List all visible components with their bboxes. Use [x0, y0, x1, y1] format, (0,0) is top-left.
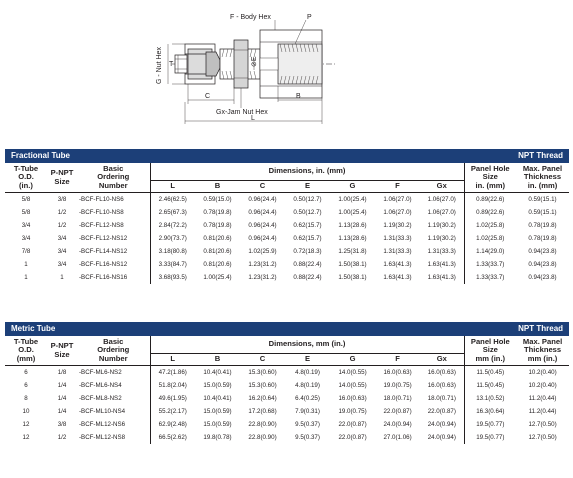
cell-panel-hole: 16.3(0.64) [464, 405, 516, 418]
table-row [5, 418, 569, 431]
cell-tube-od: 6 [24, 368, 28, 376]
metric-title: Metric Tube [5, 322, 285, 336]
cell-ordering-number: -BCF-ML10-NS4 [79, 407, 126, 415]
cell-e: 9.5(0.37) [295, 420, 320, 428]
label-c: C [205, 93, 211, 100]
cell-e: 4.8(0.19) [295, 368, 320, 376]
cell-l: 51.8(2.04) [150, 379, 195, 392]
header-g: G [330, 181, 375, 193]
cell-panel-thickness: 0.94(23.8) [528, 273, 557, 281]
cell-panel-hole: 11.5(0.45) [464, 379, 516, 392]
cell-gx: 1.31(33.3) [427, 247, 456, 255]
cell-gx: 16.0(0.63) [427, 368, 456, 376]
metric-table [5, 322, 569, 444]
cell-ordering-number: -BCF-ML12-NS8 [79, 433, 126, 441]
header-tube-od: T-Tube O.D. (mm) [5, 336, 47, 366]
cell-gx: 24.0(0.94) [427, 420, 456, 428]
header-c: C [240, 354, 285, 366]
header-b: B [195, 181, 240, 193]
cell-c: 22.8(0.90) [248, 420, 277, 428]
cell-panel-hole: 0.89(22.6) [464, 193, 516, 207]
header-panel-thickness: Max. Panel Thickness in. (mm) [516, 163, 569, 193]
fractional-thread: NPT Thread [285, 149, 569, 163]
cell-panel-hole: 0.89(22.6) [464, 206, 516, 219]
fractional-rows [5, 193, 569, 285]
cell-e: 6.4(0.25) [295, 394, 320, 402]
cell-panel-thickness: 11.2(0.44) [528, 394, 557, 402]
cell-panel-thickness: 11.2(0.44) [528, 407, 557, 415]
label-b: B [296, 93, 301, 100]
cell-panel-hole: 19.5(0.77) [464, 431, 516, 444]
cell-ordering-number: -BCF-FL14-NS12 [79, 247, 128, 255]
cell-gx: 16.0(0.63) [427, 381, 456, 389]
cell-ordering-number: -BCF-FL12-NS8 [79, 221, 124, 229]
cell-panel-thickness: 0.59(15.1) [528, 195, 557, 203]
cell-e: 0.50(12.7) [293, 195, 322, 203]
cell-pnpt: 1/4 [57, 381, 67, 389]
cell-e: 0.88(22.4) [293, 273, 322, 281]
header-f: F [375, 181, 420, 193]
label-p: P [307, 14, 312, 21]
cell-b: 0.81(20.6) [203, 234, 232, 242]
table-row [5, 219, 569, 232]
cell-e: 0.88(22.4) [293, 260, 322, 268]
cell-ordering-number: -BCF-FL12-NS12 [79, 234, 128, 242]
header-c: C [240, 181, 285, 193]
cell-pnpt: 1/2 [57, 433, 67, 441]
header-panel-hole: Panel Hole Size mm (in.) [464, 336, 516, 366]
cell-panel-thickness: 0.59(15.1) [528, 208, 557, 216]
cell-panel-thickness: 12.7(0.50) [528, 420, 557, 428]
cell-tube-od: 7/8 [21, 247, 31, 255]
table-row [5, 379, 569, 392]
cell-l: 55.2(2.17) [150, 405, 195, 418]
cell-panel-hole: 1.02(25.8) [464, 232, 516, 245]
cell-l: 3.18(80.8) [150, 245, 195, 258]
cell-tube-od: 1 [24, 260, 28, 268]
cell-b: 10.4(0.41) [203, 368, 232, 376]
cell-tube-od: 10 [22, 407, 30, 415]
header-gx: Gx [420, 181, 464, 193]
cell-l: 62.9(2.48) [150, 418, 195, 431]
cell-ordering-number: -BCF-ML8-NS2 [79, 394, 122, 402]
cell-gx: 24.0(0.94) [427, 433, 456, 441]
cell-g: 1.13(28.6) [338, 221, 367, 229]
cell-b: 15.0(0.59) [203, 420, 232, 428]
header-gx: Gx [420, 354, 464, 366]
cell-panel-hole: 11.5(0.45) [464, 366, 516, 380]
cell-l: 2.84(72.2) [150, 219, 195, 232]
cell-b: 0.81(20.6) [203, 247, 232, 255]
label-l: L [251, 115, 255, 122]
cell-g: 14.0(0.55) [338, 381, 367, 389]
header-panel-hole: Panel Hole Size in. (mm) [464, 163, 516, 193]
cell-pnpt: 1/2 [57, 208, 67, 216]
cell-f: 19.0(0.75) [383, 381, 412, 389]
cell-c: 16.2(0.64) [248, 394, 277, 402]
table-row [5, 193, 569, 207]
cell-panel-thickness: 12.7(0.50) [528, 433, 557, 441]
cell-gx: 1.06(27.0) [427, 208, 456, 216]
header-panel-thickness: Max. Panel Thickness mm (in.) [516, 336, 569, 366]
cell-b: 15.0(0.59) [203, 407, 232, 415]
fractional-title: Fractional Tube [5, 149, 285, 163]
cell-f: 1.06(27.0) [383, 195, 412, 203]
cell-ordering-number: -BCF-FL10-NS6 [79, 195, 124, 203]
cell-c: 15.3(0.60) [248, 368, 277, 376]
cell-b: 1.00(25.4) [203, 273, 232, 281]
cell-panel-thickness: 0.94(23.8) [528, 260, 557, 268]
table-row [5, 245, 569, 258]
header-ordering: Basic Ordering Number [77, 336, 150, 366]
cell-tube-od: 3/4 [21, 234, 31, 242]
cell-g: 1.50(38.1) [338, 260, 367, 268]
cell-ordering-number: -BCF-FL10-NS8 [79, 208, 124, 216]
cell-l: 47.2(1.86) [150, 366, 195, 380]
cell-f: 24.0(0.94) [383, 420, 412, 428]
cell-f: 1.63(41.3) [383, 260, 412, 268]
cell-e: 4.8(0.19) [295, 381, 320, 389]
cell-c: 0.96(24.4) [248, 234, 277, 242]
header-pnpt: P-NPT Size [47, 163, 77, 193]
table-row [5, 366, 569, 380]
cell-c: 15.3(0.60) [248, 381, 277, 389]
header-tube-od: T-Tube O.D. (in.) [5, 163, 47, 193]
header-e: E [285, 181, 330, 193]
cell-panel-hole: 1.02(25.8) [464, 219, 516, 232]
cell-f: 1.31(33.3) [383, 234, 412, 242]
cell-pnpt: 3/4 [57, 234, 67, 242]
cell-gx: 18.0(0.71) [427, 394, 456, 402]
cell-l: 3.68(93.5) [150, 271, 195, 284]
metric-rows [5, 366, 569, 445]
label-e: ⊘E [251, 56, 258, 67]
cell-e: 0.62(15.7) [293, 234, 322, 242]
cell-pnpt: 3/8 [57, 195, 67, 203]
cell-e: 0.72(18.3) [293, 247, 322, 255]
cell-f: 16.0(0.63) [383, 368, 412, 376]
cell-l: 2.46(62.5) [150, 193, 195, 207]
cell-tube-od: 12 [22, 433, 30, 441]
cell-e: 7.9(0.31) [295, 407, 320, 415]
cell-panel-thickness: 0.78(19.8) [528, 234, 557, 242]
cell-panel-thickness: 0.94(23.8) [528, 247, 557, 255]
cell-tube-od: 5/8 [21, 195, 31, 203]
cell-l: 49.6(1.95) [150, 392, 195, 405]
cell-f: 1.19(30.2) [383, 221, 412, 229]
cell-panel-hole: 1.14(29.0) [464, 245, 516, 258]
cell-g: 22.0(0.87) [338, 420, 367, 428]
cell-b: 0.59(15.0) [203, 195, 232, 203]
cell-gx: 1.63(41.3) [427, 273, 456, 281]
label-nut-hex: G - Nut Hex [156, 47, 163, 84]
fitting-drawing [150, 2, 420, 124]
header-ordering: Basic Ordering Number [77, 163, 150, 193]
header-pnpt: P-NPT Size [47, 336, 77, 366]
cell-panel-hole: 13.1(0.52) [464, 392, 516, 405]
cell-panel-thickness: 0.78(19.8) [528, 221, 557, 229]
table-row [5, 271, 569, 284]
cell-f: 1.31(33.3) [383, 247, 412, 255]
cell-gx: 22.0(0.87) [427, 407, 456, 415]
cell-f: 27.0(1.06) [383, 433, 412, 441]
cell-gx: 1.19(30.2) [427, 234, 456, 242]
header-g: G [330, 354, 375, 366]
header-b: B [195, 354, 240, 366]
cell-ordering-number: -BCF-ML12-NS6 [79, 420, 126, 428]
metric-thread: NPT Thread [285, 322, 569, 336]
cell-panel-thickness: 10.2(0.40) [528, 368, 557, 376]
cell-g: 14.0(0.55) [338, 368, 367, 376]
cell-g: 1.25(31.8) [338, 247, 367, 255]
cell-c: 17.2(0.68) [248, 407, 277, 415]
cell-f: 18.0(0.71) [383, 394, 412, 402]
cell-ordering-number: -BCF-FL16-NS16 [79, 273, 128, 281]
table-row [5, 232, 569, 245]
header-dimensions: Dimensions, in. (mm) [150, 163, 464, 181]
cell-pnpt: 1/8 [57, 368, 67, 376]
cell-c: 0.96(24.4) [248, 208, 277, 216]
cell-gx: 1.19(30.2) [427, 221, 456, 229]
cell-pnpt: 3/4 [57, 260, 67, 268]
header-l: L [150, 354, 195, 366]
cell-f: 22.0(0.87) [383, 407, 412, 415]
header-dimensions: Dimensions, mm (in.) [150, 336, 464, 354]
cell-l: 2.65(67.3) [150, 206, 195, 219]
cell-ordering-number: -BCF-FL16-NS12 [79, 260, 128, 268]
cell-pnpt: 3/8 [57, 420, 67, 428]
header-f: F [375, 354, 420, 366]
cell-pnpt: 1/4 [57, 407, 67, 415]
cell-pnpt: 3/4 [57, 247, 67, 255]
label-jam-nut: Gx-Jam Nut Hex [216, 109, 268, 116]
cell-l: 2.90(73.7) [150, 232, 195, 245]
cell-panel-thickness: 10.2(0.40) [528, 381, 557, 389]
cell-tube-od: 3/4 [21, 221, 31, 229]
cell-c: 0.96(24.4) [248, 195, 277, 203]
cell-b: 0.78(19.8) [203, 208, 232, 216]
cell-c: 22.8(0.90) [248, 433, 277, 441]
cell-c: 1.23(31.2) [248, 260, 277, 268]
cell-b: 19.8(0.78) [203, 433, 232, 441]
cell-c: 0.96(24.4) [248, 221, 277, 229]
table-row [5, 258, 569, 271]
cell-g: 1.00(25.4) [338, 195, 367, 203]
header-e: E [285, 354, 330, 366]
cell-g: 22.0(0.87) [338, 433, 367, 441]
cell-g: 1.50(38.1) [338, 273, 367, 281]
fractional-table [5, 149, 569, 284]
header-l: L [150, 181, 195, 193]
cell-panel-hole: 19.5(0.77) [464, 418, 516, 431]
cell-c: 1.23(31.2) [248, 273, 277, 281]
table-row [5, 206, 569, 219]
cell-pnpt: 1/4 [57, 394, 67, 402]
table-row [5, 392, 569, 405]
cell-pnpt: 1/2 [57, 221, 67, 229]
cell-tube-od: 12 [22, 420, 30, 428]
cell-e: 0.50(12.7) [293, 208, 322, 216]
cell-pnpt: 1 [60, 273, 64, 281]
cell-c: 1.02(25.9) [248, 247, 277, 255]
label-body-hex: F - Body Hex [230, 14, 271, 21]
cell-l: 3.33(84.7) [150, 258, 195, 271]
cell-panel-hole: 1.33(33.7) [464, 271, 516, 284]
cell-g: 1.13(28.6) [338, 234, 367, 242]
cell-e: 9.5(0.37) [295, 433, 320, 441]
cell-b: 15.0(0.59) [203, 381, 232, 389]
label-t: T [169, 61, 174, 68]
cell-b: 10.4(0.41) [203, 394, 232, 402]
table-row [5, 431, 569, 444]
cell-b: 0.81(20.6) [203, 260, 232, 268]
cell-tube-od: 6 [24, 381, 28, 389]
table-row [5, 405, 569, 418]
cell-ordering-number: -BCF-ML6-NS2 [79, 368, 122, 376]
cell-f: 1.06(27.0) [383, 208, 412, 216]
cell-g: 16.0(0.63) [338, 394, 367, 402]
cell-b: 0.78(19.8) [203, 221, 232, 229]
cell-gx: 1.06(27.0) [427, 195, 456, 203]
cell-gx: 1.63(41.3) [427, 260, 456, 268]
cell-g: 19.0(0.75) [338, 407, 367, 415]
cell-l: 66.5(2.62) [150, 431, 195, 444]
cell-e: 0.62(15.7) [293, 221, 322, 229]
cell-g: 1.00(25.4) [338, 208, 367, 216]
cell-tube-od: 5/8 [21, 208, 31, 216]
cell-tube-od: 8 [24, 394, 28, 402]
cell-tube-od: 1 [24, 273, 28, 281]
cell-panel-hole: 1.33(33.7) [464, 258, 516, 271]
cell-f: 1.63(41.3) [383, 273, 412, 281]
cell-ordering-number: -BCF-ML6-NS4 [79, 381, 122, 389]
